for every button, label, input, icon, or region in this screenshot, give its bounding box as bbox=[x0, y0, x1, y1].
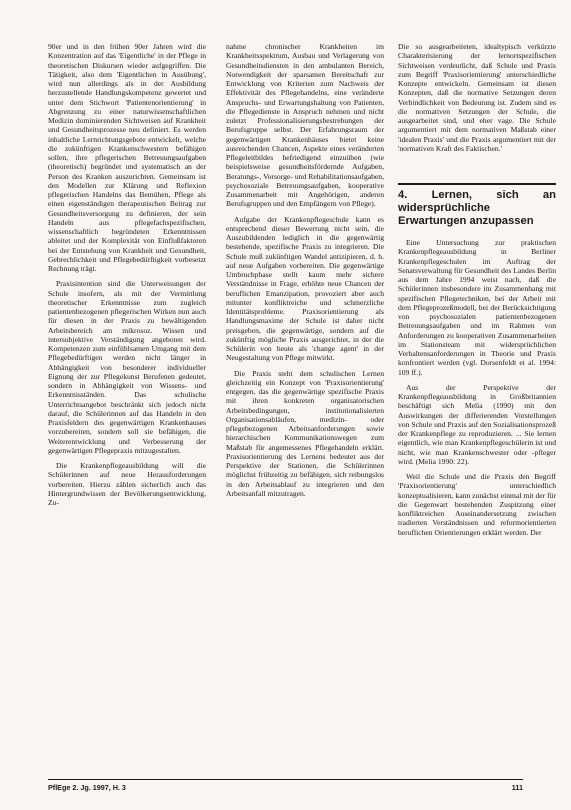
paragraph: Die so ausgearbeiteten, idealtypisch verkürzte Charakterisierung der lernortspezifischen Sichtweisen verdeutlicht, daß Schule und Praxis zum Begriff 'Praxisorientierung' unterschiedliche Konzepte entwickeln. Gemeinsam ist diesen Konzepten, daß die normative Setzungen deren Verbindlichkeit von Bedeutung ist. Zudem sind es die normativen Setzungen der Schule, die ausgearbeitet sind, und eher vage. Die Schule argumentiert mit dem normativen Maßstab einer 'idealen Praxis' und die Praxis argumentiert mit der 'normativen Kraft des Faktischen.' bbox=[398, 42, 556, 153]
paragraph: 90er und in den frühen 90er Jahren wird die Konzentration auf das 'Eigentliche' in der Pflege in theoretischen Diskursen wieder aufgegriffen. Die Tätigkeit, also dem 'Eigentlichen in Ausübung', wird nun allerdings als in der Ausbildung herzustellende Handlungskompetenz gewertet und unter dem Stichwort 'Patientenorientierung' in Abgrenzung zu einer naturwissenschaftlichen Medizin dominierenden Sichtweisen auf Krankheit und Gesundheitsprozesse neu definiert. Es werden inhaltliche Lernrichtungsgebote entwickelt, welche die zukünftigen Krankenschwestern befähigen sollen, ihre pflegerischen Betreuungsaufgaben (theoretisch) begründet und systematisch an der Person des Kranken auszurichten. Gemeinsam ist den Modellen zur Klärung und Reflexion pflegerischen Handelns das Bemühen, Pflege als einen eigenständigen therapeutischen Beitrag zur Gesundheitsversorgung zu definieren, der sein Handeln aus pflegefachspezifischen, wissenschaftlich begründeten Erkenntnissen ableitet und der Komplexität von Einflußfaktoren bei der Entstehung von Krankheit und Gesundheit, Gebrechlichkeit und Pflegebedürftigkeit vorbesetzt Rechnung trägt. bbox=[48, 42, 206, 273]
page-footer bbox=[48, 779, 523, 792]
section-heading: 4. Lernen, sich an widersprüchliche Erwartungen anzupassen bbox=[398, 183, 556, 228]
journal-citation: PflEge 2. Jg. 1997, H. 3 bbox=[48, 783, 126, 792]
paragraph: Die Krankenpflegeausbildung will die Schülerinnen auf neue Herausforderungen vorbereiten. Hierzu zählen sicherlich auch das Hintergrundwissen der Bevölkerungsentwicklung, Zu- bbox=[48, 461, 206, 507]
paragraph: Eine Untersuchung zur praktischen Krankenpflegeausbildung in Berliner Krankenpflegeschulen im Auftrag der Senatsverwaltung für Gesundheit des Landes Berlin aus dem Jahre 1994 weist nach, daß die Schülerinnen insbesondere im Zusammenhang mit spezifischen Pflegetechniken, bei der Arbeit mit dem Pflegeprozeßmodell, bei der Berücksichtigung von psychosozialen patientenbezogenen Betreuungsaufgaben und im Rahmen von Anforderungen zu kooperativen Zusammenarbeiten im Stationsteam mit widersprüchlichen Verhaltensanforderungen in Theorie und Praxis konfrontiert werden (vgl. Dorsenfeldt et al. 1994: 109 ff.). bbox=[398, 238, 556, 377]
text-column-1 bbox=[48, 42, 206, 513]
text-column-3 bbox=[398, 42, 556, 543]
text-column-2 bbox=[226, 42, 384, 504]
paragraph: Aufgabe der Krankenpflegeschule kann es entsprechend dieser Bewertung nicht sein, die Auszubildenden lediglich in die gegenwärtig bestehende, spezifische Praxis zu integrieren. Die Schule muß zukünftigen Wandel antizipieren, d. h. auf neue Aufgaben vorbereiten. Die gegenwärtige Umbruchphase stellt kaum mehr sichere Verständnisse in Frage, erhöhte neue Chancen der beruflichen Emanzipation, provoziert aber auch mitunter konfliktreiche und schmerzliche Identitätsprobleme. Praxisorientierung als Handlungsmaxime der Schule ist daher nicht preisgeben, die gegenwärtige, sondern auf die zukünftig mögliche Praxis ausgerichtet, in der die Schülerin von heute als 'change agent' in der Neugestaltung von Pflege mitwirkt. bbox=[226, 214, 384, 363]
paragraph: nahme chronischer Krankheiten im Krankheitsspektrum, Ausbau und Verlagerung von Gesundheitsdiensten in den ambulanten Bereich, Notwendigkeit der sparsamen Bereitschaft zur Entwicklung von Kriterien zum Nachweis der Effektivität des Pflegehandelns, eine veränderte Anspruchs- und Erwartungshaltung von Patienten, die Pflegedienste in Anspruch nehmen und nicht zuletzt Professionalisierungsbestrebungen der Berufsgruppe selbst. Der Erfahrungsraum der gegenwärtigen Krankenhäuses bietet keine ausreichenden Chancen, Aspekte eines veränderten Pflegeleitbildes befriedigend einzuüben (wie beispielsweise gesundheitsfördernde Aufgaben, Beratungs-, Vorsorge- und Rehabilitationsaufgaben, psychosoziale Betreuungsaufgaben, kooperative Zusammenarbeit mit Angehörigen, anderen Berufsgruppen und den Empfängern von Pflege). bbox=[226, 42, 384, 209]
paragraph: Aus der Perspektive der Krankenpflegeausbildung in Großbritannien beschäftigt sich Melia (1990) mit den Auswirkungen der differierenden Vorstellungen von Schule und Praxis auf den Sozialisationsprozeß der Krankenpflege zu reproduzieren. ... Sie lernen eigentlich, wie man Krankenpflegeschülerin ist und nicht, wie man Krankenschwester oder -pfleger wird. (Melia 1990: 22). bbox=[398, 382, 556, 466]
paragraph: Praxisintention sind die Unterweisungen der Schule insofern, als mit der Vermittlung theoretischer Erkenntnisse zum zugleich patientenbezogenen pflegerischen Wirken nun auch für diesen in der Praxis zu bewältigenden Arbeitsbereich am mikrosoz. Wissen und intersubjektive Verständigung angeboten wird. Kompetenzen zum einfühlsamen Umgang mit dem Pflegebedürftigen werden nicht länger in Abhängigkeit von besonderer individueller Eignung der zur Pflegekunst Berufenen gedeutet, sondern in Abhängigkeit von Wissens- und Erkenntnisständen. Das schulische Unterrichtsangebot beschränkt sich jedoch nicht darauf, die Schülerinnen auf das Handeln in den Praxisfeldern des gegenwärtigen Krankenhauses vorzubereiten, sondern soll sie befähigen, die Weiterentwicklung und Verbesserung der gegenwärtigen Pflegepraxis mitzugestalten. bbox=[48, 279, 206, 455]
paragraph: Die Praxis steht dem schulischen Lernen gleichzeitig ein Konzept von 'Praxisorientierung' entgegen, das die gegenwärtige spezifische Praxis mit ihren konkreten organisatorischen Arbeitsbedingungen, institutionalisierten Organisationsabläufen, medizin- oder pflegebezogenen Arbeitsanforderungen sowie hierarchischen Kommunikationswegen zum Maßstab für angemessenes Pflegehandeln erklärt. Praxisorientierung des Lernens bedeutet aus der Perspektive der Stationen, die Schülerinnen möglichst frühzeitig zu befähigen, sich reibungslos in den Arbeitsablauf zu integrieren und den Arbeitsanfall mitzutragen. bbox=[226, 368, 384, 498]
paragraph: Weil die Schule und die Praxis den Begriff 'Praxisorientierung' unterschiedlich konzeptualisieren, kann zunächst einmal mit der für die Gegenwart bestehenden Zuspitzung einer konfliktreichen Auseinandersetzung zwischen tradierten Verständnissen und reformorientierten beruflichen Orientierungen erklärt werden. Der bbox=[398, 472, 556, 537]
page-number: 111 bbox=[511, 783, 523, 792]
